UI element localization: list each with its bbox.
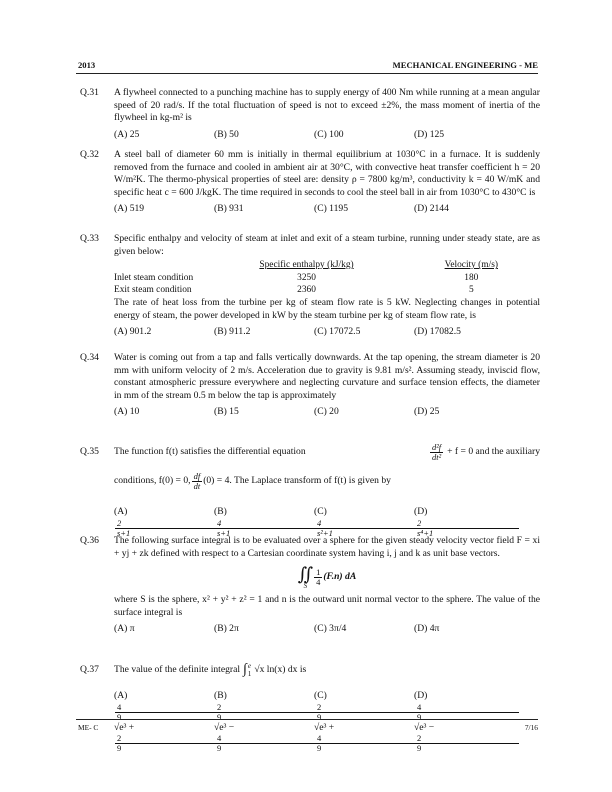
options xyxy=(114,623,540,636)
question-text: A flywheel connected to a punching machine has to supply energy of 400 Nm while running at a mean angular speed of 20 rad/s. If the total fluctuation of speed is not to exceed ±2%, the mass moment of inertia of the flywheel in kg-m² is xyxy=(114,87,540,124)
table-row xyxy=(114,284,540,297)
option-a[interactable]: (A) 10 xyxy=(114,406,140,418)
double-integral-sign: ∬ xyxy=(297,563,314,584)
option-c[interactable]: (C) 1195 xyxy=(314,203,349,215)
cell-enthalpy: 2360 xyxy=(297,285,316,296)
integral-sign: ∫ xyxy=(243,661,247,677)
row-label: Inlet steam condition xyxy=(114,272,194,283)
option-d[interactable]: (D) 4π xyxy=(414,623,440,635)
first-derivative: $\frac{df}{dt}$ xyxy=(193,470,201,491)
upper-limit: e xyxy=(247,662,251,670)
options xyxy=(114,326,540,339)
exam-subject: MECHANICAL ENGINEERING - ME xyxy=(392,60,538,70)
option-b[interactable]: $(B) \frac{4}{s+1}$ xyxy=(214,506,314,538)
option-b[interactable]: (B) 931 xyxy=(214,203,244,215)
option-b[interactable]: (B) 50 xyxy=(214,128,239,140)
question-text: The following surface integral is to be evaluated over a sphere for the given steady velocity vector field F = xi + yj + zk defined with respect to a Cartesian coordinate system having i, j and k as unit base vectors. xyxy=(114,535,540,559)
question-number: Q.37 xyxy=(80,664,99,675)
cell-enthalpy: 3250 xyxy=(297,272,316,283)
table-row xyxy=(114,272,540,285)
option-b[interactable]: $(B) \frac{2}{9}√e^3 -\frac{4}{9}$ xyxy=(214,690,314,753)
question-text-2: The rate of heat loss from the turbine per kg of steam flow rate is 5 kW. Neglecting changes in potential energy of steam, the power developed in kW by the steam turbine per kg of steam flow rate, is xyxy=(114,296,540,321)
col-enthalpy: Specific enthalpy (kJ/kg) xyxy=(259,260,354,271)
question-33 xyxy=(80,233,540,339)
options xyxy=(114,203,540,216)
lower-limit: 1 xyxy=(247,670,252,678)
options xyxy=(114,506,540,538)
cell-velocity: 180 xyxy=(464,272,479,283)
question-36 xyxy=(80,535,540,636)
text-part: + f = 0 and the auxiliary xyxy=(447,445,540,457)
question-37 xyxy=(80,662,540,753)
text-part: conditions, f(0) = 0, xyxy=(114,474,191,486)
option-c[interactable]: $(C) \frac{4}{\text{s²+1}}$ xyxy=(314,506,414,538)
table-header-row xyxy=(114,259,540,272)
question-text: Specific enthalpy and velocity of steam at inlet and exit of a steam turbine, running under steady state, are as given below: xyxy=(114,233,540,257)
text-part: (0) = 4. The Laplace transform of f(t) is given by xyxy=(203,474,391,486)
question-number: Q.31 xyxy=(80,87,99,98)
option-a[interactable]: (A) 25 xyxy=(114,128,140,140)
option-b[interactable]: (B) 911.2 xyxy=(214,326,251,338)
integrand: (F.n) dA xyxy=(323,570,357,582)
question-number: Q.36 xyxy=(80,535,99,546)
option-b[interactable]: (B) 15 xyxy=(214,406,239,418)
question-35 xyxy=(80,440,540,538)
question-31 xyxy=(80,87,540,141)
paper-code: ME- C xyxy=(78,723,99,732)
integral-domain: S xyxy=(303,581,308,590)
question-number: Q.33 xyxy=(80,233,99,244)
option-c[interactable]: $(C) \frac{2}{9}√e^3 +\frac{4}{9}$ xyxy=(314,690,414,753)
cell-velocity: 5 xyxy=(468,285,474,296)
enthalpy-table xyxy=(114,259,540,297)
page-number: 7/16 xyxy=(524,723,538,732)
footer-rule xyxy=(76,719,538,720)
option-d[interactable]: (D) 17082.5 xyxy=(414,326,461,338)
option-d[interactable]: $(D) \frac{2}{\text{s⁴+1}}$ xyxy=(414,506,514,538)
option-a[interactable]: (A) π xyxy=(114,623,135,635)
exam-year: 2013 xyxy=(78,60,96,70)
option-d[interactable]: (D) 25 xyxy=(414,406,440,418)
option-c[interactable]: (C) 3π/4 xyxy=(314,623,347,635)
option-a[interactable]: (A) 519 xyxy=(114,203,145,215)
option-a[interactable]: $(A) \frac{2}{s+1}$ xyxy=(114,506,214,538)
question-text: The value of the definite integral ∫ e 1 √x ln(x) dx is xyxy=(114,661,307,678)
surface-integral: ∬ S $\frac{1}{4}$ (F.n) dA xyxy=(297,563,357,590)
options xyxy=(114,406,540,419)
second-derivative: $\frac{\text{d²f}}{\text{dt²}}$ xyxy=(431,441,442,462)
question-text-2: where S is the sphere, x² + y² + z² = 1 and n is the outward unit normal vector to the sphere. The value of the surface integral is xyxy=(114,594,540,618)
question-32 xyxy=(80,149,540,216)
question-text-line-2 xyxy=(114,464,540,498)
option-d[interactable]: $(D) \frac{4}{9}√e^3 -\frac{2}{9}$ xyxy=(414,690,514,753)
question-number: Q.32 xyxy=(80,149,99,160)
option-d[interactable]: (D) 125 xyxy=(414,128,445,140)
steam-table xyxy=(114,259,540,297)
question-text: Water is coming out from a tap and falls vertically downwards. At the tap opening, the stream diameter is 20 mm with uniform velocity of 2 m/s. Acceleration due to gravity is 9.81 m/s². Assuming steady, inviscid flow, constant atmospheric pressure everywhere and neglecting curvature and surface tension effects, the diameter in mm of the stream 0.5 m below the tap is approximately xyxy=(114,352,540,401)
row-label: Exit steam condition xyxy=(114,285,192,296)
option-a[interactable]: (A) 901.2 xyxy=(114,326,152,338)
header-rule xyxy=(76,73,538,74)
question-number: Q.35 xyxy=(80,446,99,457)
question-text-line-1 xyxy=(114,440,540,464)
options xyxy=(114,690,540,753)
option-c[interactable]: (C) 17072.5 xyxy=(314,326,361,338)
option-a[interactable]: $(A) \frac{4}{9}√e^3 +\frac{2}{9}$ xyxy=(114,690,214,753)
options xyxy=(114,129,540,142)
question-text: A steel ball of diameter 60 mm is initially in thermal equilibrium at 1030°C in a furnace. It is suddenly removed from the furnace and cooled in ambient air at 30°C, with convective heat transfer coefficient h = 20 W/m²K. The thermo-physical properties of steel are: density ρ = 7800 kg/m³, conductivity k = 40 W/mK and specific heat c = 600 J/kgK. The time required in seconds to cool the steel ball in air from 1030°C to 430°C is xyxy=(114,149,540,198)
question-number: Q.34 xyxy=(80,352,99,363)
col-velocity: Velocity (m/s) xyxy=(444,260,498,271)
option-c[interactable]: (C) 100 xyxy=(314,128,344,140)
question-34 xyxy=(80,352,540,419)
option-d[interactable]: (D) 2144 xyxy=(414,203,449,215)
option-c[interactable]: (C) 20 xyxy=(314,406,339,418)
text-part: The function f(t) satisfies the differential equation xyxy=(114,445,306,457)
option-b[interactable]: (B) 2π xyxy=(214,623,239,635)
